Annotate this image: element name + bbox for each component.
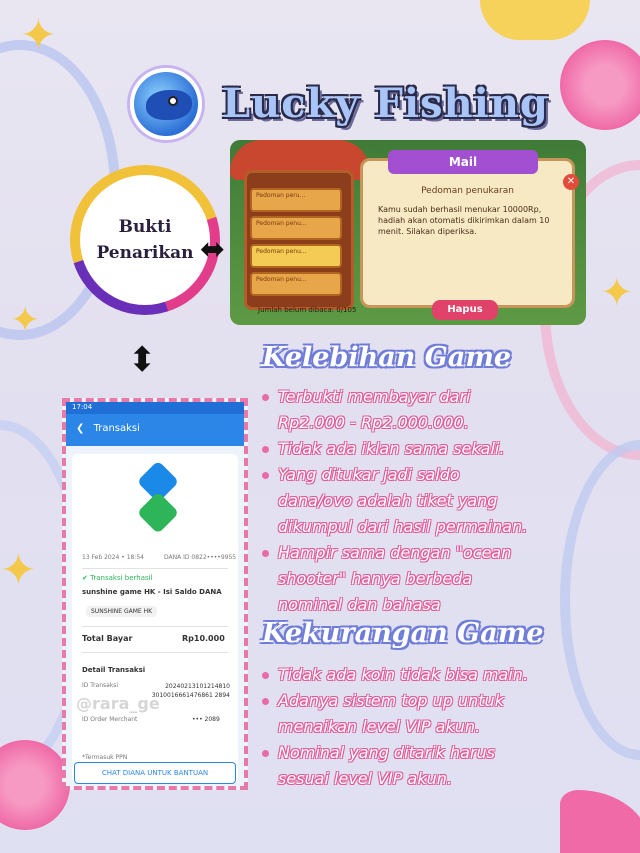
close-icon[interactable]: ✕	[563, 174, 579, 190]
header-title: Transaksi	[93, 423, 140, 434]
mail-subject: Pedoman penukaran	[421, 186, 514, 196]
app-header	[66, 414, 244, 446]
dana-account: DANA ID 0822••••9955	[164, 554, 237, 561]
kelebihan-heading: Kelebihan Game	[262, 342, 512, 373]
list-item: Tidak ada koin tidak bisa main.	[262, 662, 528, 688]
phone-screenshot	[62, 398, 248, 790]
detail-title: Detail Transaksi	[82, 666, 146, 674]
unread-value: 0/105	[336, 306, 357, 314]
double-arrow-vertical-icon: ⬍	[128, 340, 157, 380]
mail-list-item[interactable]: Pedoman penu...	[250, 244, 342, 268]
transaction-date: 13 Feb 2024 • 18:54	[82, 554, 144, 561]
flower-decoration	[560, 790, 640, 853]
fish-eye	[168, 96, 178, 106]
double-arrow-horizontal-icon: ⬌	[200, 232, 226, 267]
success-status	[82, 574, 153, 582]
game-screenshot	[230, 140, 586, 325]
status-bar	[66, 402, 244, 414]
sparkle-icon: ✦	[0, 545, 37, 596]
total-label: Total Bayar	[82, 634, 133, 643]
chat-support-button[interactable]: CHAT DIANA UNTUK BANTUAN	[74, 762, 236, 784]
background-wave	[560, 440, 640, 760]
list-item: Hampir sama dengan "ocean shooter" hanya berbeda nominal dan bahasa	[262, 540, 527, 618]
mail-body: Kamu sudah berhasil menukar 10000Rp, hadiah akan otomatis dikirimkan dalam 10 menit. Silakan diperiksa.	[378, 205, 550, 236]
list-item: Nominal yang ditarik harus sesuai level VIP akun.	[262, 740, 528, 792]
list-item: Adanya sistem top up untuk menaikan level VIP akun.	[262, 688, 528, 740]
sparkle-icon: ✦	[10, 300, 41, 341]
bukti-label-line2: Penarikan	[96, 243, 194, 263]
back-icon[interactable]: ❮	[76, 423, 85, 434]
page-title: Lucky Fishing	[222, 80, 549, 127]
dana-logo-icon	[118, 460, 197, 539]
bukti-label	[80, 175, 210, 305]
status-time: 17:04	[72, 403, 93, 411]
unread-label: Jumlah belum dibaca:	[258, 306, 335, 314]
footer-note: *Termasuk PPN	[82, 754, 128, 761]
receipt-card	[72, 454, 238, 784]
transaction-id-label: ID Transaksi	[82, 682, 119, 689]
unread-count	[258, 306, 356, 314]
mail-list-item[interactable]: Pedoman penu...	[250, 272, 342, 296]
transaction-description: sunshine game HK - Isi Saldo DANA	[82, 588, 222, 596]
kekurangan-heading: Kekurangan Game	[262, 618, 544, 649]
check-icon: ✔	[82, 574, 88, 582]
flower-decoration	[560, 40, 640, 130]
list-item: Terbukti membayar dari Rp2.000 - Rp2.000.000.	[262, 384, 527, 436]
watermark: @rara_ge	[76, 694, 160, 713]
transaction-id-value: 20240213101214810 3010016661476861 2894	[151, 683, 230, 699]
bukti-label-line1: Bukti	[118, 217, 172, 237]
kekurangan-list	[262, 662, 528, 792]
total-value: Rp10.000	[182, 634, 225, 643]
flower-decoration	[0, 740, 70, 830]
order-id-value: ••• 2089	[192, 716, 220, 723]
game-logo	[130, 68, 202, 140]
sparkle-icon: ✦	[600, 270, 634, 316]
order-id-label: ID Order Merchant	[82, 716, 138, 723]
merchant-badge: SUNSHINE GAME HK	[86, 606, 157, 617]
flower-decoration	[480, 0, 590, 40]
mail-list-item[interactable]: Pedoman penu...	[250, 216, 342, 240]
kelebihan-list	[262, 384, 527, 618]
delete-button[interactable]: Hapus	[432, 300, 498, 320]
mail-title: Mail	[388, 150, 538, 174]
list-item: Tidak ada iklan sama sekali.	[262, 436, 527, 462]
list-item: Yang ditukar jadi saldo dana/ovo adalah tiket yang dikumpul dari hasil permainan.	[262, 462, 527, 540]
sparkle-icon: ✦	[20, 10, 57, 61]
mail-list-item[interactable]: Pedoman peru...	[250, 188, 342, 212]
success-label: Transaksi berhasil	[90, 574, 153, 582]
